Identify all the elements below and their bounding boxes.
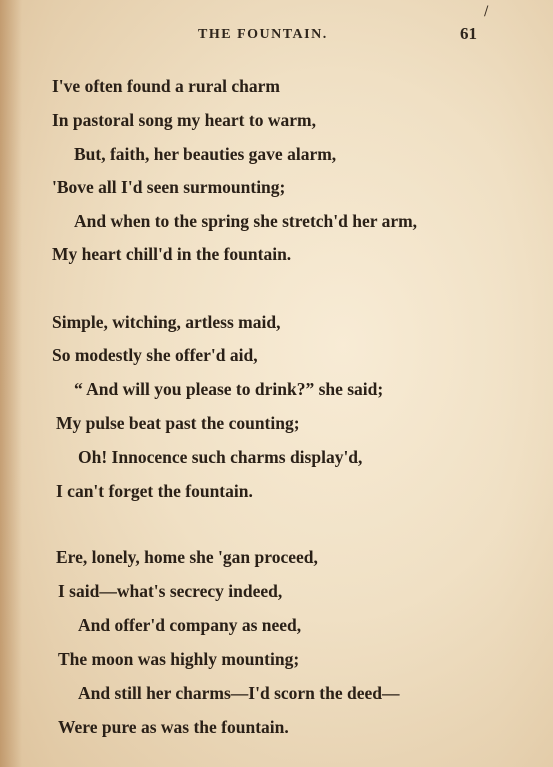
poem-line: Were pure as was the fountain.	[58, 717, 289, 737]
poem-line: Ere, lonely, home she 'gan proceed,	[56, 547, 318, 567]
poem-line: My heart chill'd in the fountain.	[52, 244, 292, 264]
poem-line: Simple, witching, artless maid,	[52, 312, 281, 332]
poem-line: I've often found a rural charm	[52, 76, 280, 96]
poem-line: The moon was highly mounting;	[58, 649, 300, 669]
page-number: 61	[460, 24, 477, 43]
poem-line: I can't forget the fountain.	[56, 481, 253, 501]
poem-line: And still her charms—I'd scorn the deed—	[78, 683, 400, 703]
poem-line: In pastoral song my heart to warm,	[52, 110, 316, 130]
poem-line: My pulse beat past the counting;	[56, 413, 300, 433]
running-title: THE FOUNTAIN.	[198, 27, 328, 42]
poem-line: And offer'd company as need,	[78, 615, 302, 635]
poem-line: Oh! Innocence such charms display'd,	[78, 447, 363, 467]
corner-mark: /	[484, 4, 489, 19]
poem-line: I said—what's secrecy indeed,	[58, 581, 283, 601]
poem-line: “ And will you please to drink?” she said;	[74, 379, 384, 399]
poem-line: And when to the spring she stretch'd her arm,	[74, 211, 418, 231]
poem-line: But, faith, her beauties gave alarm,	[74, 144, 337, 164]
poem-line: So modestly she offer'd aid,	[52, 345, 258, 365]
poem-line: 'Bove all I'd seen surmounting;	[52, 177, 286, 197]
